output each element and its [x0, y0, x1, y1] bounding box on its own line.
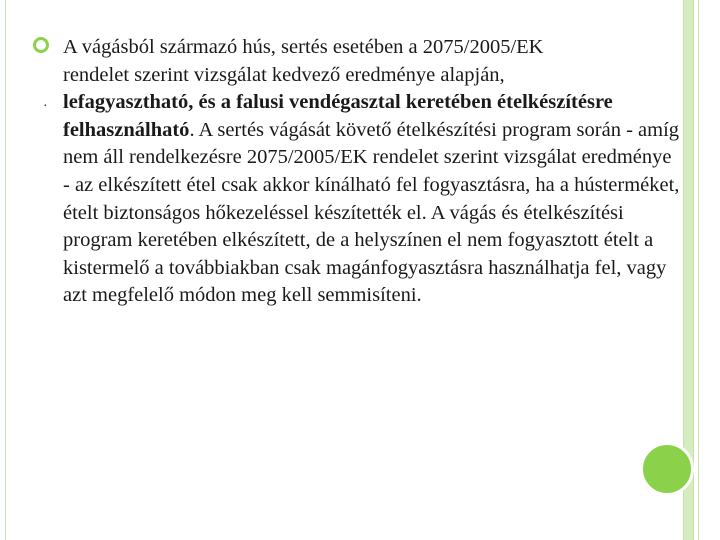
- paragraph-rest-text: . A sertés vágását követő ételkészítési program során - amíg nem áll rendelkezésre 2075/2005/EK rendelet szerint vizsgálat eredménye - az elkészített étel csak akkor kínálható fel fogyasztásra, ha a hústerméket, ételt biztonságos hőkezeléssel készítették el. A vágás és ételkészítési program keretében elkészített, de a helyszínen el nem fogyasztott ételt a kistermelő a továbbiakban csak magánfogyasztásra használhatja fel, vagy azt megfelelő módon meg kell semmisíteni.: [63, 118, 680, 307]
- paragraph-line-1: A vágásból származó hús, sertés esetében a 2075/2005/EK: [63, 36, 544, 58]
- circle-bullet-icon: [33, 37, 49, 53]
- slide-paragraph: [63, 34, 681, 310]
- decorative-green-circle: [640, 442, 694, 496]
- paragraph-bold-text: lefagyasztható, és a falusi vendégasztal keretében ételkészítésre felhasználható: [63, 91, 613, 141]
- secondary-bullet-dot: ·: [43, 99, 48, 114]
- paragraph-line-2: rendelet szerint vizsgálat kedvező eredménye alapján,: [63, 63, 505, 86]
